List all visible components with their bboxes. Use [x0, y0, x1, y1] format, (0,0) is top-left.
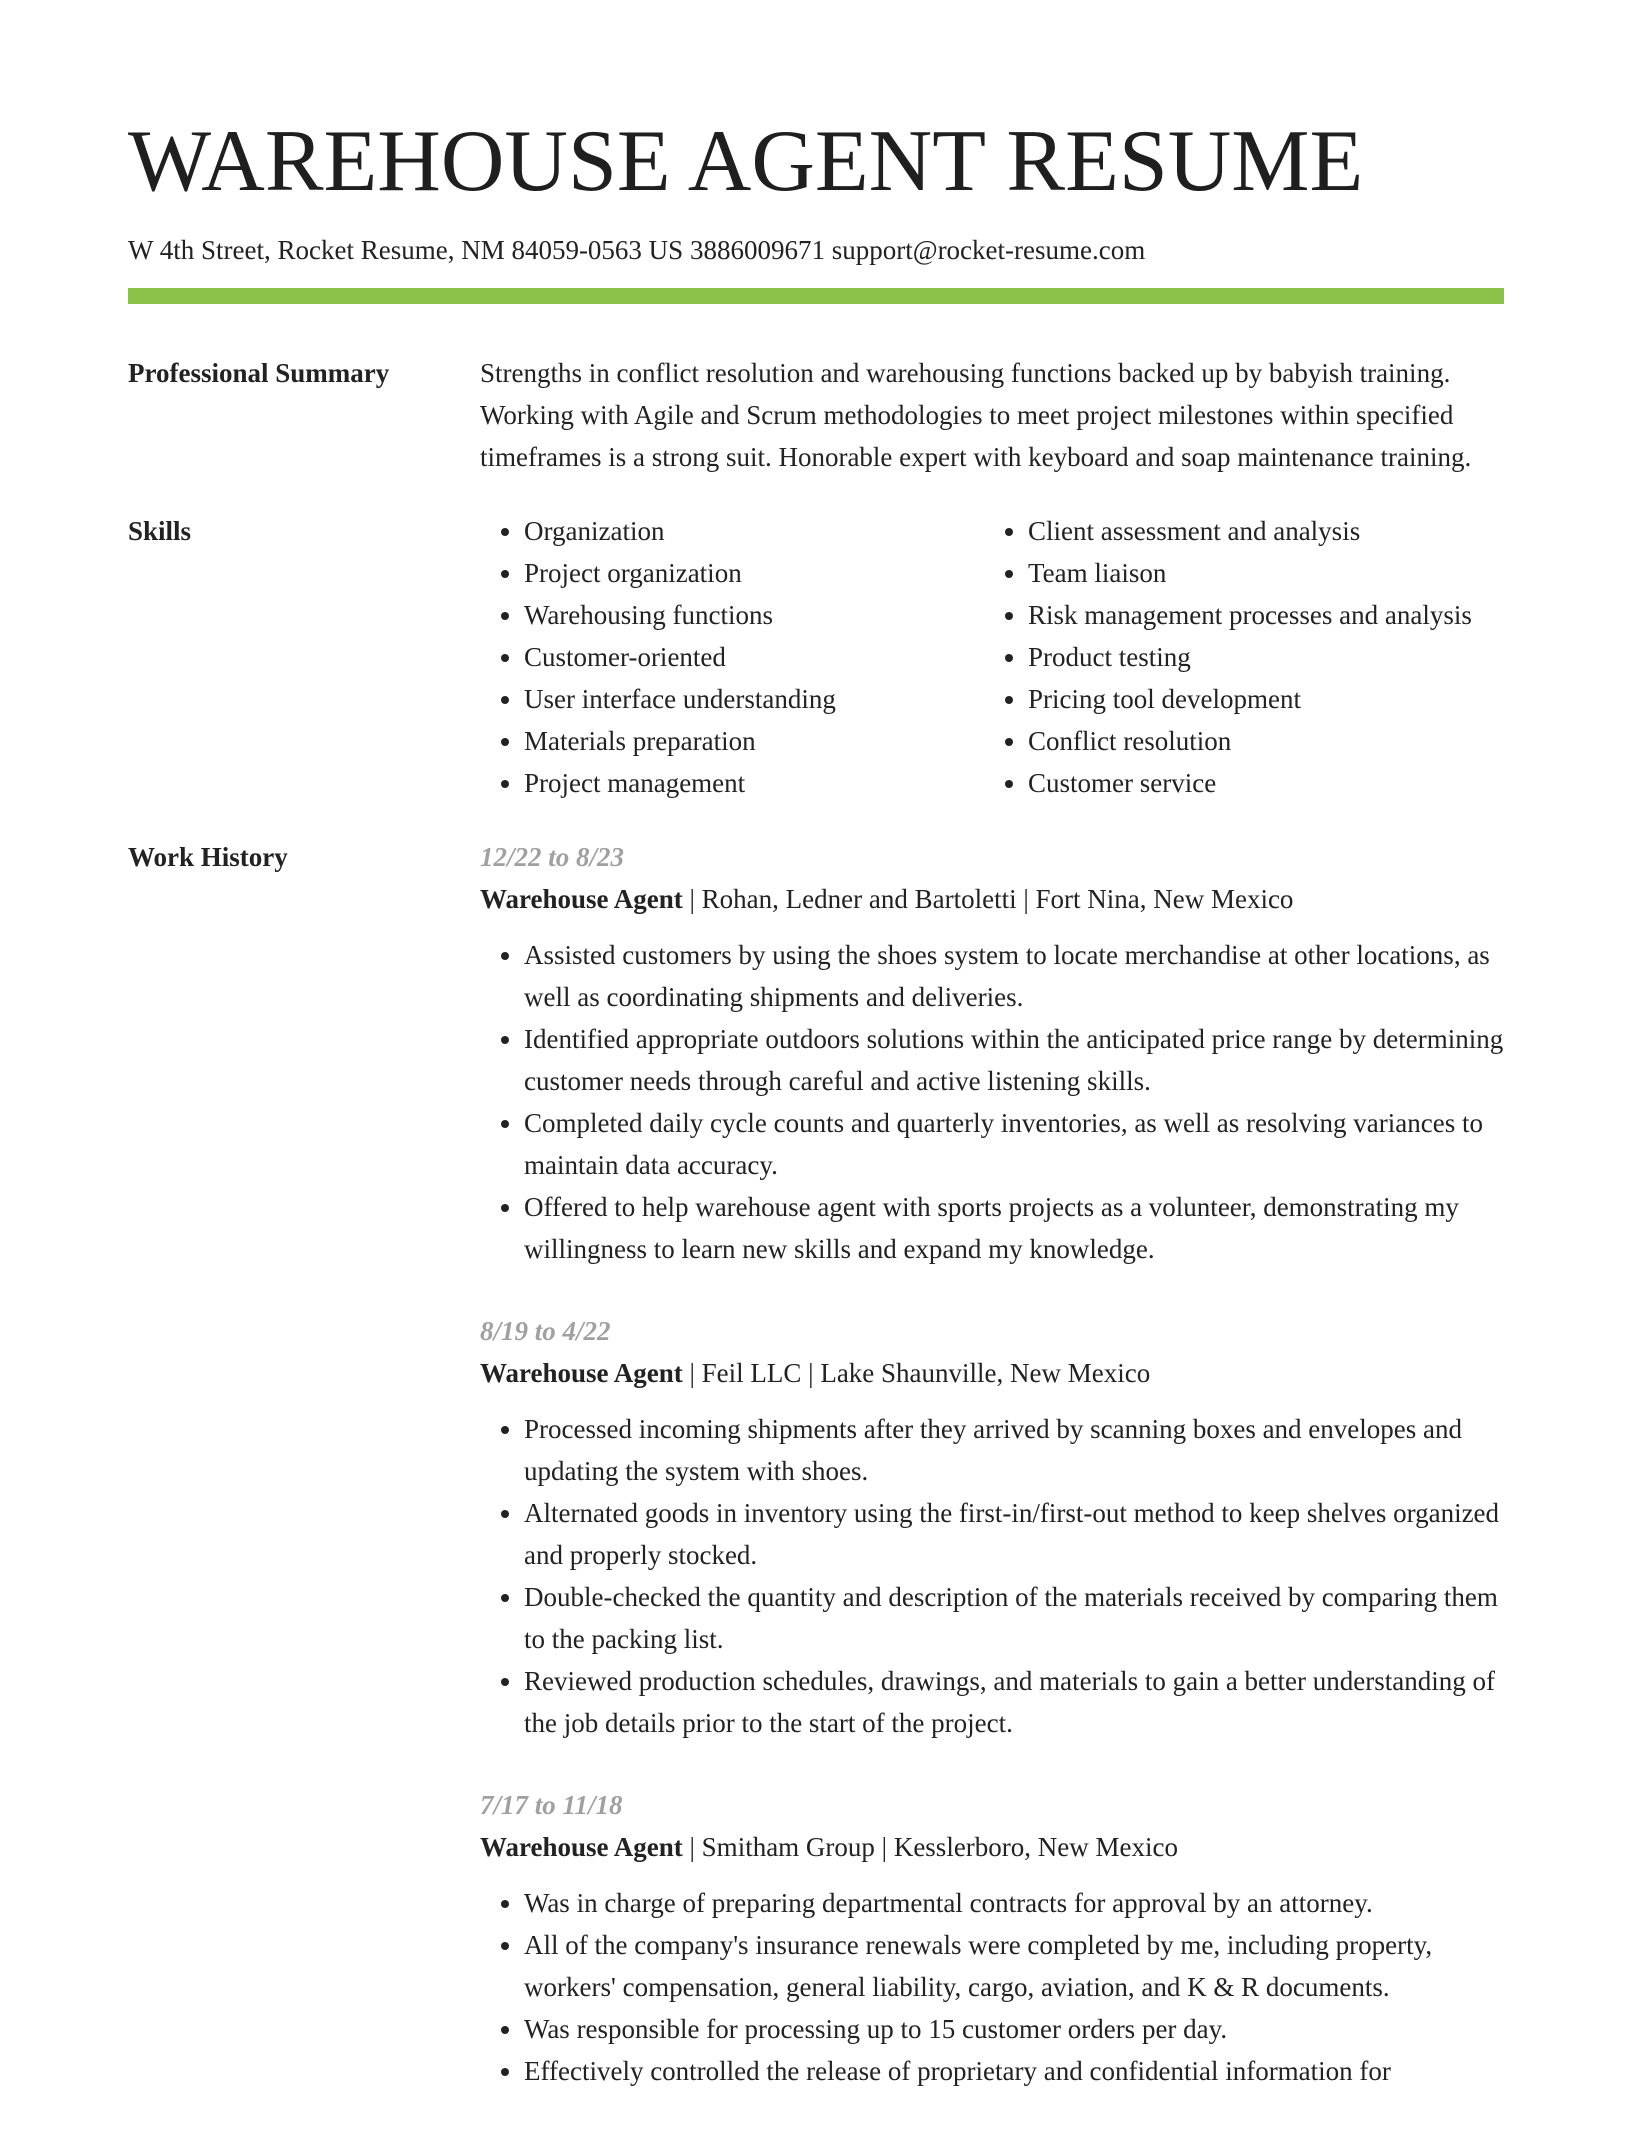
job-dates: 7/17 to 11/18 — [480, 1790, 623, 1821]
job-heading — [480, 878, 1504, 920]
job-details: | Smitham Group | Kesslerboro, New Mexico — [682, 1832, 1178, 1863]
job-details: | Rohan, Ledner and Bartoletti | Fort Nina, New Mexico — [682, 884, 1294, 915]
skill-item: • Product testing — [1028, 636, 1504, 678]
job-title: Warehouse Agent — [480, 1358, 683, 1389]
job-title: Warehouse Agent — [480, 1832, 683, 1863]
job-bullet: • Alternated goods in inventory using the first-in/first-out method to keep shelves organized and properly stocked. — [524, 1492, 1504, 1576]
section-label-summary: Professional Summary — [128, 358, 390, 389]
job-bullets — [480, 1408, 1504, 1744]
resume-page — [128, 113, 1504, 2132]
job-bullet: • Assisted customers by using the shoes system to locate merchandise at other locations, as well as coordinating shipments and deliveries. — [524, 934, 1504, 1018]
job-bullet: • Completed daily cycle counts and quarterly inventories, as well as resolving variances to maintain data accuracy. — [524, 1102, 1504, 1186]
job-bullet: • Effectively controlled the release of proprietary and confidential information for — [524, 2050, 1504, 2092]
skill-item: • Organization — [524, 510, 984, 552]
job-bullets — [480, 1882, 1504, 2092]
job-dates: 12/22 to 8/23 — [480, 842, 625, 873]
job-heading — [480, 1352, 1504, 1394]
job-bullet: • Identified appropriate outdoors solutions within the anticipated price range by determining customer needs through careful and active listening skills. — [524, 1018, 1504, 1102]
skill-item: • Pricing tool development — [1028, 678, 1504, 720]
job-entry — [480, 836, 1504, 1270]
skill-item: • Customer-oriented — [524, 636, 984, 678]
job-entry — [480, 1310, 1504, 1744]
accent-divider — [128, 288, 1504, 304]
job-bullet: • Was in charge of preparing departmental contracts for approval by an attorney. — [524, 1882, 1504, 1924]
job-bullet: • Reviewed production schedules, drawings, and materials to gain a better understanding of the job details prior to the start of the project. — [524, 1660, 1504, 1744]
job-bullet: • Processed incoming shipments after they arrived by scanning boxes and envelopes and updating the system with shoes. — [524, 1408, 1504, 1492]
skill-item: • Customer service — [1028, 762, 1504, 804]
work-history-section — [128, 836, 1504, 2132]
job-details: | Feil LLC | Lake Shaunville, New Mexico — [682, 1358, 1151, 1389]
job-heading — [480, 1826, 1504, 1868]
summary-text: Strengths in conflict resolution and warehousing functions backed up by babyish training. Working with Agile and Scrum methodologies to meet project milestones within specified timeframes is a strong suit. Honorable expert with keyboard and soap maintenance training. — [480, 358, 1472, 473]
summary-section — [128, 352, 1504, 478]
skill-item: • Project organization — [524, 552, 984, 594]
resume-title: WAREHOUSE AGENT RESUME — [128, 113, 1364, 210]
job-entry — [480, 1784, 1504, 2092]
skill-item: • Risk management processes and analysis — [1028, 594, 1504, 636]
skill-item: • Conflict resolution — [1028, 720, 1504, 762]
skill-item: • Project management — [524, 762, 984, 804]
skills-column-2 — [984, 510, 1504, 804]
skills-section — [128, 510, 1504, 804]
contact-line: W 4th Street, Rocket Resume, NM 84059-0563 US 3886009671 support@rocket-resume.com — [128, 235, 1146, 265]
section-label-work-history: Work History — [128, 842, 288, 873]
skills-column-1 — [480, 510, 984, 804]
job-bullet: • Offered to help warehouse agent with sports projects as a volunteer, demonstrating my willingness to learn new skills and expand my knowledge. — [524, 1186, 1504, 1270]
job-dates: 8/19 to 4/22 — [480, 1316, 611, 1347]
section-label-skills: Skills — [128, 516, 192, 547]
job-bullet: • All of the company's insurance renewals were completed by me, including property, workers' compensation, general liability, cargo, aviation, and K & R documents. — [524, 1924, 1504, 2008]
skill-item: • Materials preparation — [524, 720, 984, 762]
job-bullets — [480, 934, 1504, 1270]
job-title: Warehouse Agent — [480, 884, 683, 915]
skill-item: • Client assessment and analysis — [1028, 510, 1504, 552]
job-bullet: • Was responsible for processing up to 15 customer orders per day. — [524, 2008, 1504, 2050]
skill-item: • User interface understanding — [524, 678, 984, 720]
skill-item: • Warehousing functions — [524, 594, 984, 636]
job-bullet: • Double-checked the quantity and description of the materials received by comparing them to the packing list. — [524, 1576, 1504, 1660]
skill-item: • Team liaison — [1028, 552, 1504, 594]
